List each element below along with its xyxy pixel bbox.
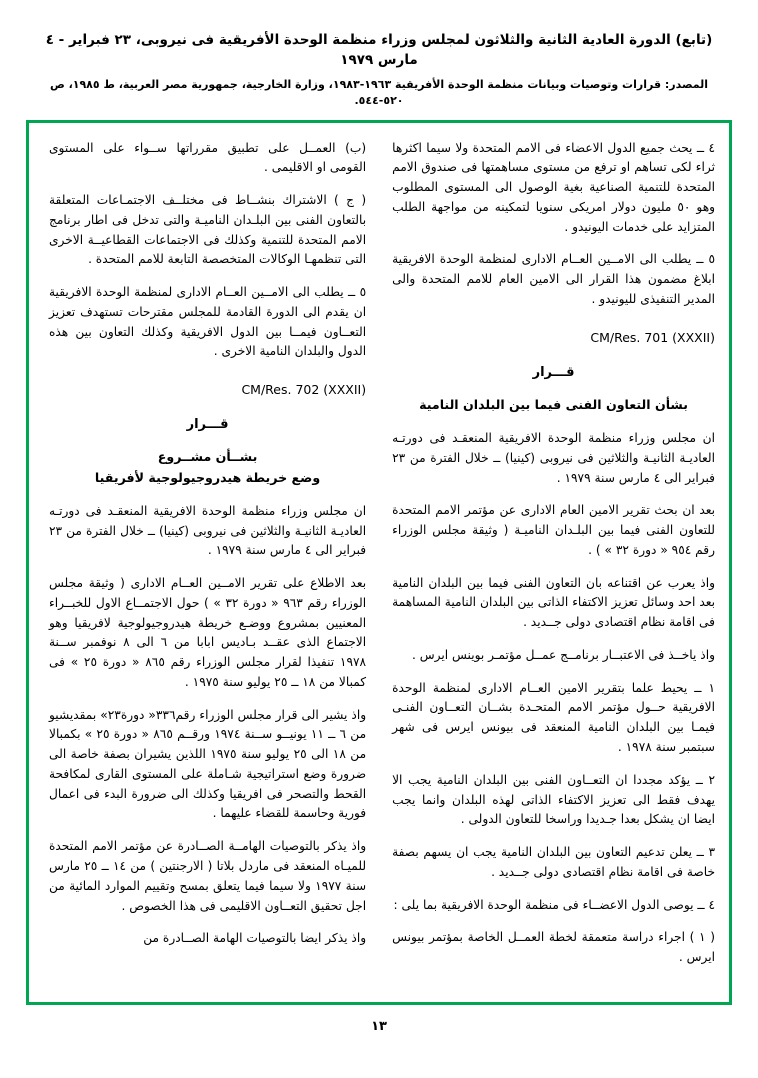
paragraph: ( ١ ) اجراء دراسة متعمقة لخطة العمــل الخاصة بمؤتمر بيونس ايرس . xyxy=(392,930,716,965)
resolution-code-text: CM/Res. 701 (XXXII) xyxy=(590,329,715,345)
paragraph: ٥ ــ يطلب الى الامــين العــام الادارى لمنظمة الوحدة الافريقية ابلاغ مضمون هذا القرار الى الامين العام للامم المتحدة والى المدير التنفيذى لليونيدو . xyxy=(392,252,715,306)
decision-heading: قـــرار xyxy=(186,417,229,433)
paragraph: ان مجلس وزراء منظمة الوحدة الافريقية المنعقـد فى دورتـه العاديـة الثانيـة والثلاثين فى نيروبى (كينيا) ــ خلال الفترة من ٢٣ فبراير الى ٤ مارس سنة ١٩٧٩ . xyxy=(49,503,367,558)
column-right xyxy=(392,139,715,992)
content-frame xyxy=(26,120,732,1005)
resolution-code xyxy=(392,328,715,348)
resolution-code xyxy=(49,380,366,400)
paragraph: واذ ياخــذ فى الاعتبــار برنامــج عمــل مؤتمـر بوينس ايرس . xyxy=(412,647,715,662)
decision-subject xyxy=(392,395,715,415)
page-number: ١٣ xyxy=(371,1018,387,1034)
paragraph: واذ يذكر بالتوصيات الهامــة الصــادرة عن مؤتمر الامم المتحدة للميـاه المنعقد فى ماردل بلاتا ( الارجنتين ) من ١٤ ــ ٢٥ مارس سنة ١٩٧٧ ولا سيما فيما يتعلق بمسح وتقييم الموارد المائية من اجل تحقيق التعــاون الاقليمى فى هذا الخصوص . xyxy=(49,839,367,913)
paragraph: ٣ ــ يعلن تدعيم التعاون بين البلدان النامية يجب ان يسهم بصفة خاصة فى اقامة نظام اقتصادى دولى جــديد . xyxy=(392,845,715,879)
column-left xyxy=(43,139,366,992)
paragraph: واذ يشير الى قرار مجلس الوزراء رقم٣٣٦« دورة٢٣» بمقديشيو من ٦ ــ ١١ يونيــو ســنة ١٩٧٤ ورقــم ٨٦٥ « دورة ٢٥ » بكمبالا من ١٨ الى ٢٥ يوليو سنة ١٩٧٥ اللذين يشيران بصفة خاصة الى ضرورة وضع استراتيجية شـاملة على المستوى القارى لمكافحة القحط والتصحر فى افريقيا وكذلك الى ضرورة البدء فى اعمال فورية وحاسمة للقضاء عليهما . xyxy=(49,707,367,821)
paragraph: ( ج ) الاشتراك بنشــاط فى مختلــف الاجتمـاعات المتعلقة بالتعاون الفنى بين البلـدان الناميـة والتى تدخل فى اطار برنامج الامم المتحدة للتنمية وكذلك فى الاجتماعات القطاعيــة الاخرى التى تنظمهـا الوكالات المتخصصة التابعة للامم المتحدة . xyxy=(49,193,367,267)
paragraph: ٥ ــ يطلب الى الامــين العــام الادارى لمنظمة الوحدة الافريقية ان يقدم الى الدورة القادمة للمجلس مقترحات تستهدف تعزيز التعــاون فيمــا بين الدول الافريقية وكذلك التعاون بين هذه الدول والبلدان النامية الاخرى . xyxy=(49,285,367,359)
paragraph: واذ يذكر ايضا بالتوصيات الهامة الصــادرة من xyxy=(143,931,367,946)
paragraph: ٢ ــ يؤكد مجددا ان التعــاون الفنى بين البلدان النامية يجب الا يهدف فقط الى تعزيز الاكتفاء الذاتى لهذه البلدان وانما يجب ايضا ان يشكل بعدا جـديدا وراسخا للتعاون الدولى . xyxy=(392,772,715,827)
page-header xyxy=(26,30,732,110)
paragraph: بعد ان بحث تقرير الامين العام الادارى عن مؤتمر الامم المتحدة للتعاون الفنى فيما بين البلـدان الناميـة ( وثيقة مجلس الوزراء رقم ٩٥٤ « دورة ٣٢ » ) . xyxy=(392,503,715,557)
decision-subject-line: بشــأن مشــروع xyxy=(157,449,258,465)
paragraph: واذ يعرب عن اقتناعه بان التعاون الفنى فيما بين البلدان النامية بعد احد وسائل تعزيز الاكتفاء الذاتى بين البلدان النامية المساهمة فى اقامة نظام اقتصادى دولى جــديد . xyxy=(392,575,715,630)
paragraph: بعد الاطلاع على تقرير الامــين العــام الادارى ( وثيقة مجلس الوزراء رقم ٩٦٣ « دورة ٣٢ » ) حول الاجتمــاع الاول للخبــراء المعنيين بمشروع ووضـع خريطة هيدروجيولوجية لافريقيا وهو الاجتماع الذى عقــد بـاديس ابابا من ٦ الى ٨ نوفمبر ســنة ١٩٧٨ تنفيذا لقرار مجلس الوزراء رقم ٨٦٥ « دورة ٢٥ » فى كمبالا من ١٨ ــ ٢٥ يوليو سنة ١٩٧٥ . xyxy=(49,576,367,689)
decision-subject-line: بشأن التعاون الفنى فيما بين البلدان النامية xyxy=(419,396,688,412)
paragraph: ان مجلس وزراء منظمة الوحدة الافريقية المنعقـد فى دورتـه العاديـة الثانيـة والثلاثين فى نيروبى (كينيا) ــ خلال الفترة من ٢٣ فبراير الى ٤ مارس سنة ١٩٧٩ . xyxy=(392,431,715,485)
resolution-code-text: CM/Res. 702 (XXXII) xyxy=(241,382,367,398)
paragraph: ١ ــ يحيط علما بتقرير الامين العــام الادارى لمنظمة الوحدة الافريقية حــول مؤتمر الامم المتحـدة بشــان التعــاون الفنـى فيمـا بين البلدان النامية المنعقد فى بيونس ايرس فى شهر سبتمبر سنة ١٩٧٨ . xyxy=(392,680,715,755)
two-column-body xyxy=(43,139,715,992)
paragraph: ٤ ــ يحث جميع الدول الاعضاء فى الامم المتحدة ولا سيما اكثرها ثراء لكى تساهم او ترفع من مستوى مساهمتها فى صندوق الامم المتحدة للتنمية الصناعية بغية الوصول الى المستوى المطلوب وهو ٥٠ مليون دولار امريكى سنويا لتمكينه من مواجهة الطلب المتزايد على خدمات اليونيدو . xyxy=(392,140,716,234)
paragraph: ٤ ــ يوصى الدول الاعضــاء فى منظمة الوحدة الافريقية بما يلى : xyxy=(393,897,715,912)
paragraph: (ب) العمــل على تطبيق مقرراتها ســواء على المستوى القومى او الاقليمى . xyxy=(49,140,367,175)
decision-subject xyxy=(49,447,366,487)
decision-heading: قـــرار xyxy=(532,364,575,380)
header-title: (تابع) الدورة العادية الثانية والثلاثون لمجلس وزراء منظمة الوحدة الأفريقية فى نيروبى، ٢٣ فبراير - ٤ مارس ١٩٧٩ xyxy=(45,32,713,69)
decision-subject-line: وضع خريطة هيدروجيولوجية لأفريقيا xyxy=(94,469,321,485)
header-source: المصدر: قرارات وتوصيات وبيانات منظمة الوحدة الأفريقية ١٩٦٣-١٩٨٣، وزارة الخارجية، جمهورية مصر العربية، ط ١٩٨٥، ص ٥٢٠-٥٤٤. xyxy=(49,77,709,107)
